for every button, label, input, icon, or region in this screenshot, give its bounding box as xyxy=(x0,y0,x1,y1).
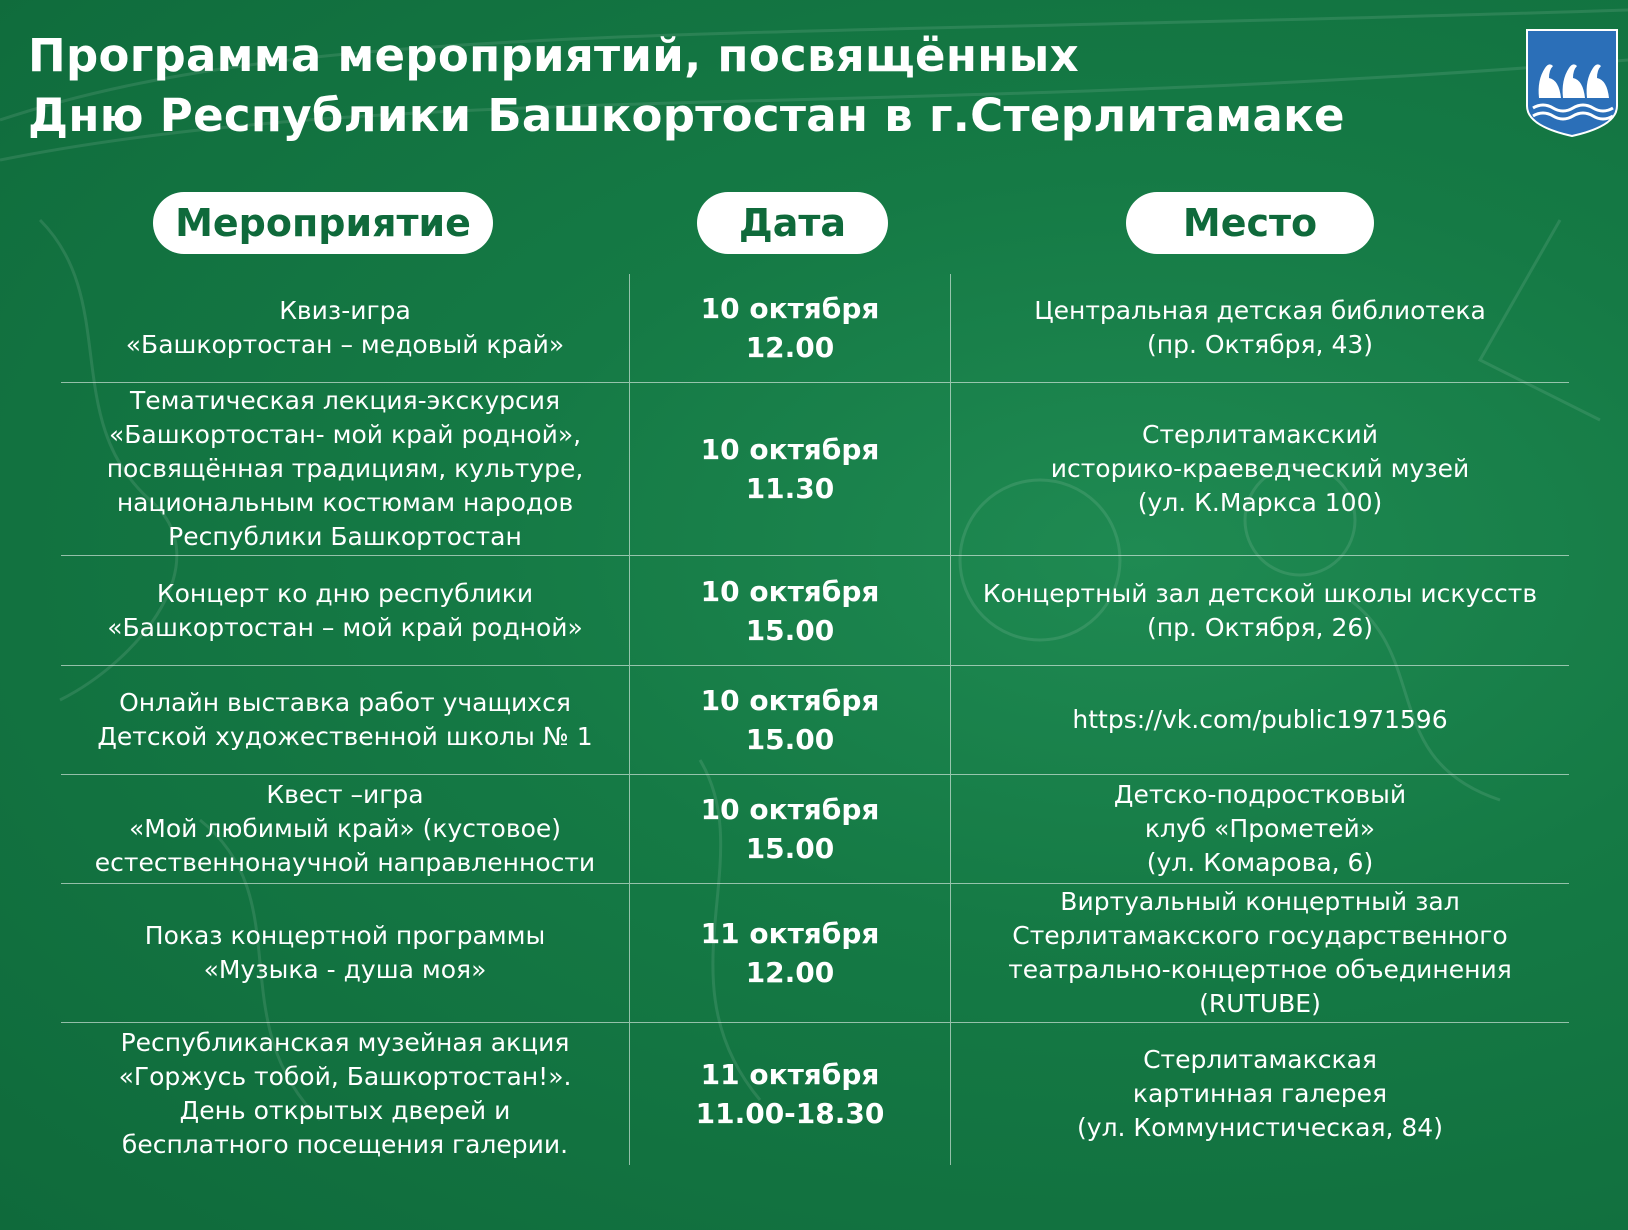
place-text: Центральная детская библиотека xyxy=(1034,296,1486,325)
date-cell xyxy=(630,556,951,665)
date-text: 10 октября xyxy=(700,433,880,466)
event-text: Детской художественной школы № 1 xyxy=(97,722,593,751)
events-table xyxy=(61,274,1569,1165)
event-cell xyxy=(61,666,630,774)
event-cell xyxy=(61,556,630,665)
place-cell xyxy=(951,775,1569,883)
date-cell xyxy=(630,775,951,883)
place-text: клуб «Прометей» xyxy=(1144,814,1376,843)
place-link: https://vk.com/public1971596 xyxy=(1072,705,1448,734)
date-cell xyxy=(630,274,951,382)
date-text: 10 октября xyxy=(700,684,880,717)
place-cell xyxy=(951,274,1569,382)
date-cell xyxy=(630,1023,951,1165)
place-text: картинная галерея xyxy=(1132,1079,1388,1108)
table-row xyxy=(61,666,1569,775)
time-text: 12.00 xyxy=(745,331,835,364)
event-text: Республики Башкортостан xyxy=(168,522,522,551)
date-text: 10 октября xyxy=(700,292,880,325)
event-cell xyxy=(61,383,630,555)
place-cell xyxy=(951,556,1569,665)
event-cell xyxy=(61,884,630,1022)
table-row xyxy=(61,884,1569,1023)
event-text: Квест –игра xyxy=(266,780,424,809)
place-text: театрально-концертное объединения xyxy=(1008,955,1512,984)
title-line-2: Дню Республики Башкортостан в г.Стерлитамаке xyxy=(28,89,1345,142)
place-text: (ул. Коммунистическая, 84) xyxy=(1077,1113,1443,1142)
place-text: (пр. Октября, 43) xyxy=(1146,330,1374,359)
place-cell xyxy=(951,383,1569,555)
table-row xyxy=(61,1023,1569,1165)
event-text: Показ концертной программы xyxy=(144,921,546,950)
place-text: Детско-подростковый xyxy=(1113,780,1407,809)
table-row xyxy=(61,775,1569,884)
header-event: Мероприятие xyxy=(153,192,493,254)
place-text: (RUTUBE) xyxy=(1199,989,1321,1018)
event-text: «Музыка - душа моя» xyxy=(203,955,487,984)
place-text: историко-краеведческий музей xyxy=(1050,454,1470,483)
place-text: (ул. Комарова, 6) xyxy=(1146,848,1374,877)
event-text: День открытых дверей и xyxy=(179,1096,511,1125)
event-text: посвящённая традициям, культуре, xyxy=(106,454,584,483)
place-text: Виртуальный концертный зал xyxy=(1060,887,1460,916)
date-text: 10 октября xyxy=(700,793,880,826)
event-text: Квиз-игра xyxy=(279,296,411,325)
page-title xyxy=(28,26,1478,146)
place-text: (ул. К.Маркса 100) xyxy=(1137,488,1383,517)
place-text: Стерлитамакского государственного xyxy=(1012,921,1508,950)
time-text: 15.00 xyxy=(745,613,835,647)
place-cell xyxy=(951,1023,1569,1165)
place-text: (пр. Октября, 26) xyxy=(1146,612,1374,642)
header-place: Место xyxy=(1126,192,1374,254)
time-text: 11.30 xyxy=(745,472,835,505)
event-text: бесплатного посещения галерии. xyxy=(121,1130,569,1159)
date-text: 10 октября xyxy=(700,574,880,608)
date-text: 11 октября xyxy=(700,1058,880,1091)
event-text: «Башкортостан – мой край родной» xyxy=(107,612,583,642)
event-cell xyxy=(61,274,630,382)
time-text: 11.00-18.30 xyxy=(695,1097,885,1130)
event-text: Онлайн выставка работ учащихся xyxy=(119,688,571,717)
place-text: Концертный зал детской школы искусств xyxy=(982,578,1538,608)
table-row xyxy=(61,556,1569,666)
event-text: Концерт ко дню республики xyxy=(156,578,534,608)
time-text: 15.00 xyxy=(745,723,835,756)
date-cell xyxy=(630,666,951,774)
place-text: Стерлитамакская xyxy=(1143,1045,1377,1074)
swans-coat-of-arms-icon xyxy=(1525,28,1619,138)
title-line-1: Программа мероприятий, посвящённых xyxy=(28,29,1079,82)
event-text: «Мой любимый край» (кустовое) xyxy=(128,814,562,843)
event-text: «Башкортостан – медовый край» xyxy=(125,330,565,359)
event-text: «Башкортостан- мой край родной», xyxy=(108,420,582,449)
date-cell xyxy=(630,884,951,1022)
event-cell xyxy=(61,775,630,883)
place-cell xyxy=(951,666,1569,774)
place-text: Стерлитамакский xyxy=(1142,420,1378,449)
event-text: естественнонаучной направленности xyxy=(94,848,596,877)
time-text: 15.00 xyxy=(745,832,835,865)
event-text: «Горжусь тобой, Башкортостан!». xyxy=(118,1062,572,1091)
event-cell xyxy=(61,1023,630,1165)
date-cell xyxy=(630,383,951,555)
header-date: Дата xyxy=(697,192,888,254)
event-text: национальным костюмам народов xyxy=(116,488,574,517)
table-row xyxy=(61,274,1569,383)
event-text: Тематическая лекция-экскурсия xyxy=(129,386,561,415)
event-text: Республиканская музейная акция xyxy=(120,1028,570,1057)
table-row xyxy=(61,383,1569,556)
place-cell xyxy=(951,884,1569,1022)
time-text: 12.00 xyxy=(745,956,835,989)
date-text: 11 октября xyxy=(700,917,880,950)
